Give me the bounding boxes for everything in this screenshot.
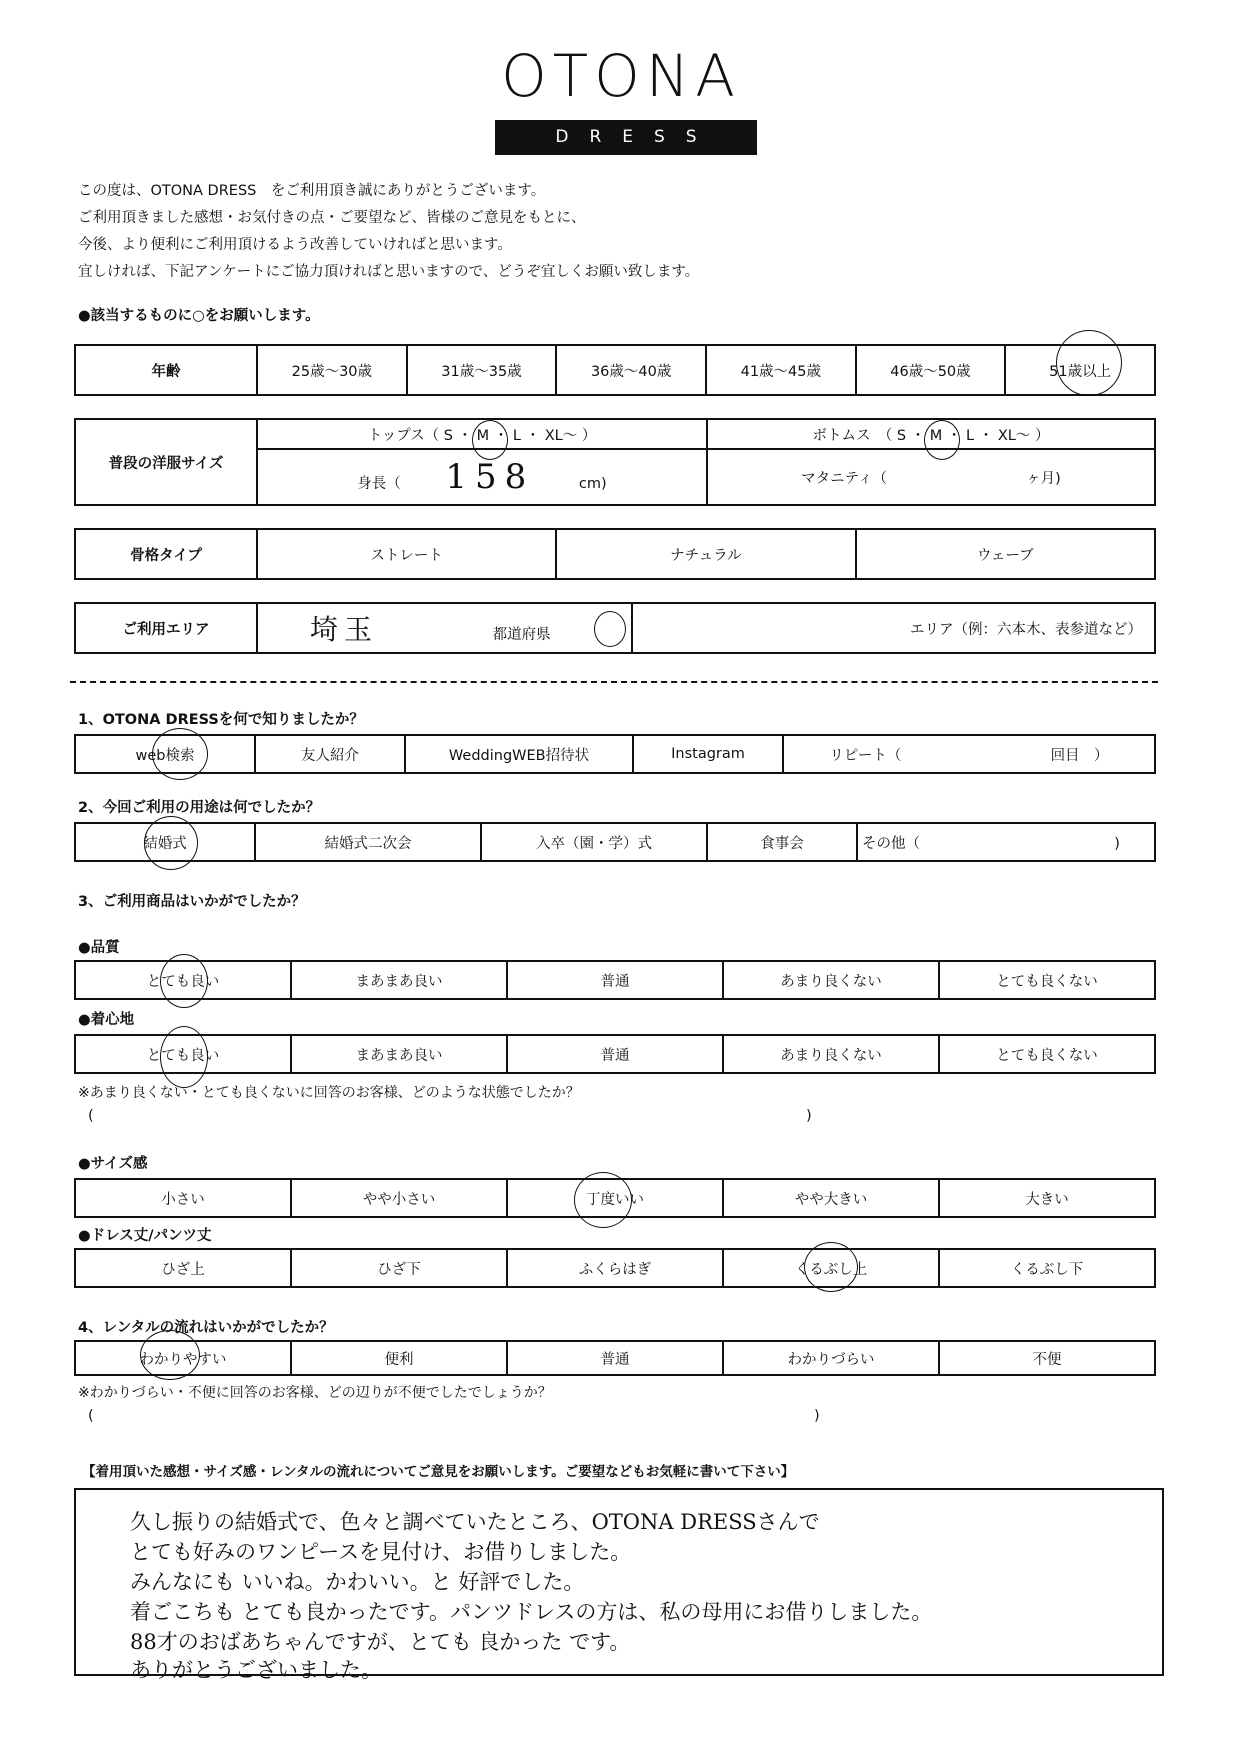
size-feel-option[interactable]: 小さい (75, 1179, 291, 1217)
quality-option-selected[interactable]: とても良い (75, 961, 291, 999)
intro-line: 今後、より便利にご利用頂けるよう改善していければと思います。 (78, 237, 512, 253)
comment-line: 着ごこちも とても良かったです。パンツドレスの方は、私の母用にお借りしました。 (130, 1600, 933, 1624)
quality-table (74, 960, 1156, 1000)
repeat-unit: 回目 ） (1050, 747, 1109, 764)
q1-option[interactable]: Instagram (633, 735, 783, 773)
comfort-option[interactable]: まあまあ良い (291, 1035, 507, 1073)
comfort-table (74, 1034, 1156, 1074)
quality-option[interactable]: 普通 (507, 961, 723, 999)
comment-line: とても好みのワンピースを見付け、お借りしました。 (130, 1540, 632, 1564)
comfort-answer-open: ( (88, 1108, 94, 1124)
quality-label: ●品質 (78, 940, 120, 956)
section-divider (70, 681, 1158, 683)
q4-answer-open: ( (88, 1408, 94, 1424)
age-option[interactable]: 41歳～45歳 (706, 345, 856, 395)
comfort-label: ●着心地 (78, 1012, 135, 1028)
body-type-table (74, 528, 1156, 580)
repeat-label: リピート（ (829, 747, 902, 764)
q2-title: 2、今回ご利用の用途は何でしたか？ (78, 800, 321, 816)
instruction-heading: ●該当するものに○をお願いします。 (78, 308, 320, 324)
bottoms-size-options[interactable]: ボトムス （ S ・ M ・ L ・ XL～ ） (707, 419, 1155, 449)
tops-size-options[interactable]: トップス（ S ・ M ・ L ・ XL～ ） (257, 419, 707, 449)
length-label: ●ドレス丈/パンツ丈 (78, 1228, 212, 1244)
maternity-label: マタニティ（ (801, 470, 887, 487)
age-option[interactable]: 25歳～30歳 (257, 345, 407, 395)
age-table (74, 344, 1156, 396)
comment-line: ありがとうございました。 (130, 1658, 382, 1682)
size-table (74, 418, 1156, 506)
comment-title: 【着用頂いた感想・サイズ感・レンタルの流れについてご意見をお願いします。ご要望などもお気軽に書いて下さい】 (82, 1464, 795, 1480)
q2-option-selected[interactable]: 結婚式 (75, 823, 255, 861)
quality-option[interactable]: とても良くない (939, 961, 1155, 999)
other-label: その他（ (862, 835, 920, 852)
body-type-option[interactable]: ナチュラル (556, 529, 855, 579)
size-feel-label: ●サイズ感 (78, 1156, 148, 1172)
area-label: ご利用エリア (75, 603, 257, 653)
intro-line: この度は、OTONA DRESS をご利用頂き誠にありがとうございます。 (78, 183, 546, 199)
maternity-unit: ヶ月) (1026, 470, 1061, 487)
comfort-option[interactable]: 普通 (507, 1035, 723, 1073)
age-option[interactable]: 46歳～50歳 (856, 345, 1006, 395)
logo-subtitle-bar: DRESS (495, 120, 757, 155)
q4-option[interactable]: 便利 (291, 1341, 507, 1375)
area-prefecture-value[interactable]: 埼玉 (310, 613, 379, 646)
maternity-cell (707, 449, 1155, 505)
length-option[interactable]: ひざ下 (291, 1249, 507, 1287)
age-label: 年齢 (75, 345, 257, 395)
comfort-note: ※あまり良くない・とても良くないに回答のお客様、どのような状態でしたか？ (78, 1085, 580, 1101)
q4-option[interactable]: わかりづらい (723, 1341, 939, 1375)
comfort-option[interactable]: あまり良くない (723, 1035, 939, 1073)
length-option[interactable]: ふくらはぎ (507, 1249, 723, 1287)
q2-option[interactable]: 食事会 (707, 823, 857, 861)
intro-line: ご利用頂きました感想・お気付きの点・ご要望など、皆様のご意見をもとに、 (78, 210, 586, 226)
height-unit: cm) (578, 476, 607, 493)
size-feel-option-selected[interactable]: 丁度いい (507, 1179, 723, 1217)
age-option[interactable]: 31歳～35歳 (407, 345, 557, 395)
q4-answer-close: ) (814, 1408, 820, 1424)
comfort-answer-close: ) (806, 1108, 812, 1124)
body-type-option[interactable]: ストレート (257, 529, 556, 579)
q4-table (74, 1340, 1156, 1376)
size-label: 普段の洋服サイズ (75, 419, 257, 505)
q1-repeat-cell[interactable] (783, 735, 1155, 773)
length-option[interactable]: くるぶし下 (939, 1249, 1155, 1287)
q2-other-cell[interactable] (857, 823, 1155, 861)
area-table (74, 602, 1156, 654)
length-option-selected[interactable]: くるぶし上 (723, 1249, 939, 1287)
q3-title: 3、ご利用商品はいかがでしたか？ (78, 894, 306, 910)
q4-title: 4、レンタルの流れはいかがでしたか？ (78, 1320, 334, 1336)
q1-title: 1、OTONA DRESSを何で知りましたか？ (78, 712, 364, 728)
q2-option[interactable]: 結婚式二次会 (255, 823, 481, 861)
quality-option[interactable]: あまり良くない (723, 961, 939, 999)
q2-option[interactable]: 入卒（園・学）式 (481, 823, 707, 861)
size-feel-option[interactable]: やや大きい (723, 1179, 939, 1217)
height-value[interactable]: 158 (445, 457, 535, 498)
q4-option[interactable]: 普通 (507, 1341, 723, 1375)
comment-line: みんなにも いいね。かわいい。と 好評でした。 (130, 1570, 585, 1594)
prefecture-label: 都道府県 (492, 627, 551, 643)
comfort-option-selected[interactable]: とても良い (75, 1035, 291, 1073)
q2-table (74, 822, 1156, 862)
length-table (74, 1248, 1156, 1288)
age-option[interactable]: 36歳～40歳 (556, 345, 706, 395)
height-cell (257, 449, 707, 505)
comment-line: 88才のおばあちゃんですが、とても 良かった です。 (130, 1630, 631, 1654)
size-feel-option[interactable]: やや小さい (291, 1179, 507, 1217)
other-close: ) (1114, 835, 1120, 852)
q4-option-selected[interactable]: わかりやすい (75, 1341, 291, 1375)
quality-option[interactable]: まあまあ良い (291, 961, 507, 999)
q4-note: ※わかりづらい・不便に回答のお客様、どの辺りが不便でしたでしょうか？ (78, 1385, 552, 1401)
q1-option-selected[interactable]: web検索 (75, 735, 255, 773)
q1-option[interactable]: WeddingWEB招待状 (405, 735, 633, 773)
body-type-option[interactable]: ウェーブ (856, 529, 1155, 579)
height-label: 身長（ (357, 476, 401, 493)
intro-text (78, 178, 699, 286)
area-hint[interactable]: エリア（例：六本木、表参道など） (632, 603, 1155, 653)
length-option[interactable]: ひざ上 (75, 1249, 291, 1287)
size-feel-option[interactable]: 大きい (939, 1179, 1155, 1217)
comment-line: 久し振りの結婚式で、色々と調べていたところ、OTONA DRESSさんで (130, 1510, 820, 1534)
body-type-label: 骨格タイプ (75, 529, 257, 579)
age-option-selected[interactable]: 51歳以上 (1005, 345, 1155, 395)
q1-table (74, 734, 1156, 774)
size-feel-table (74, 1178, 1156, 1218)
intro-line: 宜しければ、下記アンケートにご協力頂ければと思いますので、どうぞ宜しくお願い致します。 (78, 264, 700, 280)
logo-text: OTONA (501, 42, 741, 110)
q1-option[interactable]: 友人紹介 (255, 735, 405, 773)
comfort-option[interactable]: とても良くない (939, 1035, 1155, 1073)
area-prefecture-cell[interactable] (257, 603, 632, 653)
q4-option[interactable]: 不便 (939, 1341, 1155, 1375)
